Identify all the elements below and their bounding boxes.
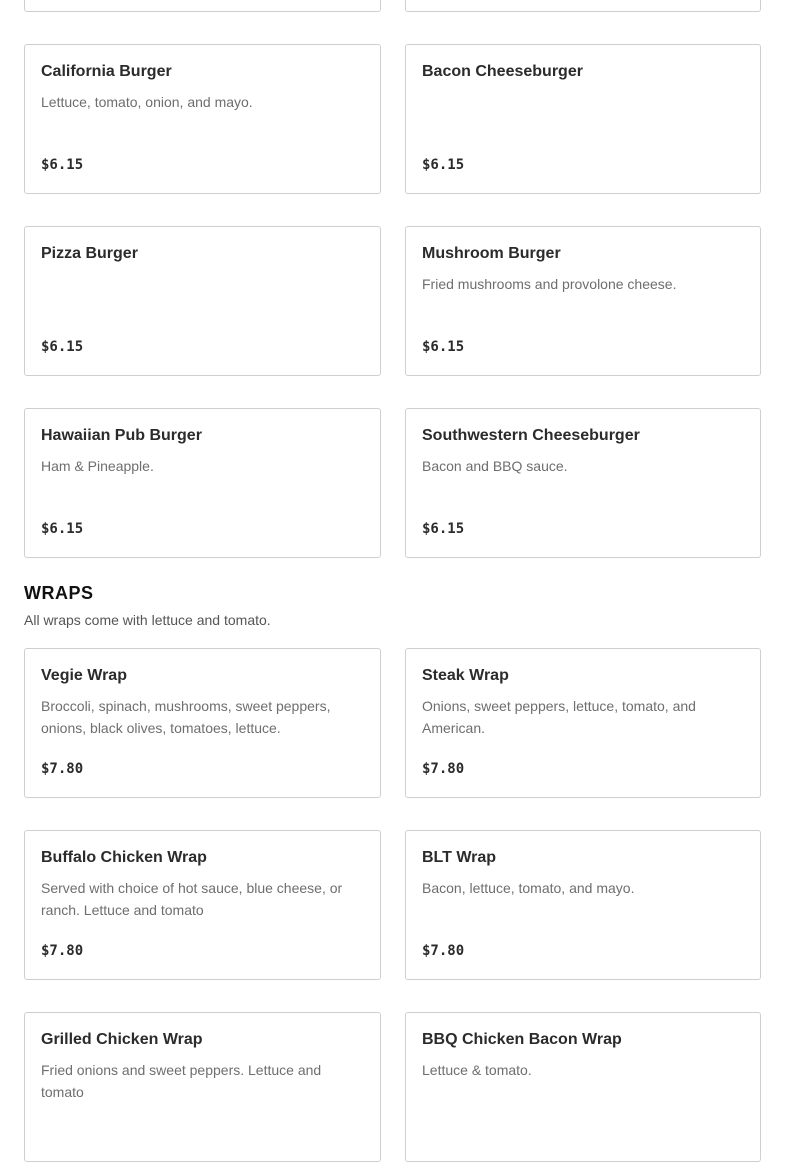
menu-item-name: Grilled Chicken Wrap [41, 1031, 203, 1048]
menu-item-price: $7.80 [422, 761, 465, 777]
menu-item-card-bbq-chicken-bacon-wrap[interactable] [405, 1012, 761, 1162]
menu-item-price: $6.15 [41, 157, 84, 173]
menu-item-name: Southwestern Cheeseburger [422, 427, 640, 444]
menu-item-description: Onions, sweet peppers, lettuce, tomato, and American. [422, 698, 696, 736]
menu-item-card-hawaiian-pub-burger[interactable] [24, 408, 381, 558]
menu-item-price: $6.15 [41, 339, 84, 355]
menu-item-description: Lettuce & tomato. [422, 1062, 532, 1078]
menu-item-price: $7.80 [41, 943, 84, 959]
menu-item-card[interactable] [405, 0, 761, 12]
menu-item-card-buffalo-chicken-wrap[interactable] [24, 830, 381, 980]
menu-item-card-grilled-chicken-wrap[interactable] [24, 1012, 381, 1162]
menu-item-description: Bacon and BBQ sauce. [422, 458, 568, 474]
menu-item-name: BBQ Chicken Bacon Wrap [422, 1031, 622, 1048]
menu-item-name: California Burger [41, 63, 172, 80]
menu-item-name: Buffalo Chicken Wrap [41, 849, 207, 866]
menu-item-name: Vegie Wrap [41, 667, 127, 684]
menu-item-description: Lettuce, tomato, onion, and mayo. [41, 94, 253, 110]
menu-item-card[interactable] [24, 0, 381, 12]
section-description-wraps: All wraps come with lettuce and tomato. [24, 612, 271, 628]
menu-item-card-steak-wrap[interactable] [405, 648, 761, 798]
menu-item-name: Pizza Burger [41, 245, 138, 262]
menu-item-price: $6.15 [422, 521, 465, 537]
menu-item-card-pizza-burger[interactable] [24, 226, 381, 376]
menu-item-name: Bacon Cheeseburger [422, 63, 583, 80]
menu-item-description: Bacon, lettuce, tomato, and mayo. [422, 880, 635, 896]
menu-item-description: Fried mushrooms and provolone cheese. [422, 276, 677, 292]
menu-item-card-bacon-cheeseburger[interactable] [405, 44, 761, 194]
menu-item-name: BLT Wrap [422, 849, 497, 866]
menu-item-name: Hawaiian Pub Burger [41, 427, 202, 444]
menu-item-name: Mushroom Burger [422, 245, 561, 262]
section-title-wraps: WRAPS [24, 583, 94, 603]
menu-item-price: $7.80 [422, 943, 465, 959]
menu-item-price: $6.15 [422, 157, 465, 173]
menu-item-name: Steak Wrap [422, 667, 509, 684]
menu-item-price: $6.15 [422, 339, 465, 355]
menu-item-description: Ham & Pineapple. [41, 458, 154, 474]
menu-item-card-vegie-wrap[interactable] [24, 648, 381, 798]
menu-item-card-california-burger[interactable] [24, 44, 381, 194]
menu-item-card-mushroom-burger[interactable] [405, 226, 761, 376]
menu-item-description: Broccoli, spinach, mushrooms, sweet peppers, onions, black olives, tomatoes, lettuce. [41, 698, 331, 736]
menu-item-price: $7.80 [41, 761, 84, 777]
menu-item-description: Served with choice of hot sauce, blue cheese, or ranch. Lettuce and tomato [41, 880, 343, 918]
menu-item-price: $6.15 [41, 521, 84, 537]
menu-item-card-blt-wrap[interactable] [405, 830, 761, 980]
menu-item-description: Fried onions and sweet peppers. Lettuce and tomato [41, 1062, 322, 1100]
menu-item-card-southwestern-cheeseburger[interactable] [405, 408, 761, 558]
